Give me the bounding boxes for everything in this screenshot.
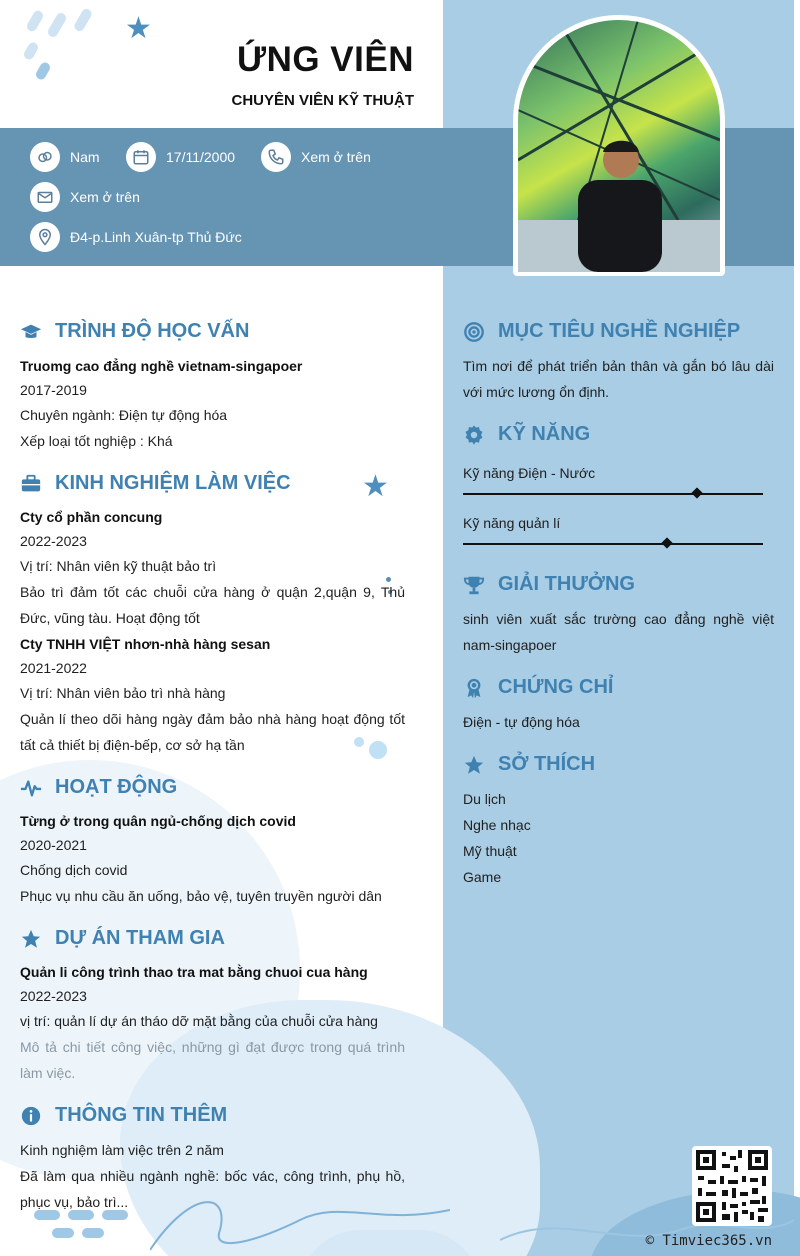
projects-heading-label: DỰ ÁN THAM GIA [55, 927, 225, 949]
decor-stroke [52, 1228, 74, 1238]
objective-text: Tìm nơi để phát triển bản thân và gắn bó lâu dài với mức lương ổn định. [463, 358, 774, 400]
job-company: Cty cổ phần concung [20, 509, 163, 525]
job-position: Vị trí: Nhân viên bảo trì nhà hàng [20, 685, 226, 701]
contact-gender [30, 142, 100, 172]
awards-heading-label: GIẢI THƯỞNG [498, 573, 635, 595]
skill-bar [463, 493, 763, 495]
decor-stroke [22, 41, 40, 62]
address-value: Đ4-p.Linh Xuân-tp Thủ Đức [70, 229, 242, 245]
hobby-item: Mỹ thuật [463, 843, 517, 859]
decor-stroke [25, 9, 45, 33]
decor-stroke [82, 1228, 104, 1238]
page-edge [794, 0, 800, 1256]
mail-icon [30, 182, 60, 212]
additional-line: Kinh nghiệm làm việc trên 2 năm [20, 1142, 224, 1158]
project-description-placeholder: Mô tả chi tiết công việc, những gì đạt được trong quá trình làm việc. [20, 1039, 405, 1081]
hobby-item: Game [463, 869, 502, 885]
job-description: Quản lí theo dõi hàng ngày đảm bảo nhà hàng hoạt động tốt tất cả thiết bị điện-bếp, cơ sở hạ tần [20, 711, 405, 753]
contact-birthday [126, 142, 235, 172]
experience-heading-label: KINH NGHIỆM LÀM VIỆC [55, 472, 291, 494]
contact-email [30, 182, 140, 212]
education-heading-label: TRÌNH ĐỘ HỌC VẤN [55, 320, 250, 342]
calendar-icon [126, 142, 156, 172]
info-icon [20, 1105, 42, 1127]
star-decor-icon: ★ [362, 470, 389, 503]
contact-address [30, 222, 242, 252]
job-description: Bảo trì đảm tốt các chuỗi cửa hàng ở quận 2,quận 9, Thủ Đức, vũng tàu. Hoạt động tốt [20, 584, 405, 626]
education-period: 2017-2019 [20, 382, 87, 398]
decor-stroke [46, 11, 68, 39]
activity-role: Chống dịch covid [20, 862, 128, 878]
footer-brand: © Timviec365.vn [645, 1233, 772, 1249]
target-icon [463, 321, 485, 343]
candidate-photo [518, 20, 720, 272]
graduation-cap-icon [20, 321, 42, 343]
project-period: 2022-2023 [20, 988, 87, 1004]
phone-value: Xem ở trên [301, 149, 371, 165]
pulse-icon [20, 777, 42, 799]
hobby-item: Nghe nhạc [463, 817, 531, 833]
education-school: Truomg cao đẳng nghề vietnam-singapoer [20, 358, 303, 374]
activity-name: Từng ở trong quân ngủ-chống dịch covid [20, 813, 296, 829]
star-icon [20, 928, 42, 950]
activities-heading [20, 776, 177, 799]
additional-heading [20, 1104, 227, 1127]
star-decor-icon: ★ [125, 12, 152, 45]
decor-stroke [73, 7, 94, 33]
candidate-title: CHUYÊN VIÊN KỸ THUẬT [231, 92, 414, 109]
objective-heading [463, 320, 740, 343]
trophy-icon [463, 574, 485, 596]
skills-heading [463, 423, 590, 446]
gender-value: Nam [70, 149, 100, 165]
activity-period: 2020-2021 [20, 837, 87, 853]
awards-text: sinh viên xuất sắc trường cao đẳng nghề việt nam-singapoer [463, 611, 774, 653]
location-pin-icon [30, 222, 60, 252]
gender-icon [30, 142, 60, 172]
awards-heading [463, 573, 635, 596]
hobby-item: Du lịch [463, 791, 506, 807]
candidate-name: ỨNG VIÊN [237, 40, 414, 79]
education-grade: Xếp loại tốt nghiệp : Khá [20, 433, 173, 449]
additional-heading-label: THÔNG TIN THÊM [55, 1104, 228, 1126]
experience-heading [20, 472, 291, 495]
job-company: Cty TNHH VIỆT nhơn-nhà hàng sesan [20, 636, 271, 652]
qr-code [692, 1146, 772, 1226]
certificates-heading-label: CHỨNG CHỈ [498, 676, 614, 698]
skill-name: Kỹ năng quản lí [463, 515, 561, 531]
briefcase-icon [20, 473, 42, 495]
birthday-value: 17/11/2000 [166, 149, 236, 165]
hobbies-heading-label: SỞ THÍCH [498, 753, 596, 775]
contact-phone [261, 142, 371, 172]
education-heading [20, 320, 249, 343]
project-name: Quản li công trình thao tra mat bằng chuoi cua hàng [20, 964, 368, 980]
skill-name: Kỹ năng Điện - Nước [463, 465, 596, 481]
activities-heading-label: HOẠT ĐỘNG [55, 776, 178, 798]
certificate-badge-icon [463, 677, 485, 699]
certificates-heading [463, 676, 613, 699]
gear-icon [463, 424, 485, 446]
project-role: vị trí: quản lí dự án tháo dỡ mặt bằng của chuỗi cửa hàng [20, 1013, 378, 1029]
objective-heading-label: MỤC TIÊU NGHỀ NGHIỆP [498, 320, 741, 342]
activity-description: Phục vụ nhu cầu ăn uống, bảo vệ, tuyên truyền người dân [20, 888, 382, 904]
education-major: Chuyên ngành: Điện tự động hóa [20, 407, 228, 423]
hobbies-heading [463, 753, 595, 776]
job-position: Vị trí: Nhân viên kỹ thuật bảo trì [20, 558, 217, 574]
decor-stroke [34, 61, 52, 82]
job-period: 2022-2023 [20, 533, 87, 549]
projects-heading [20, 927, 225, 950]
additional-line: Đã làm qua nhiều ngành nghề: bốc vác, công trình, phụ hồ, phục vụ, bảo trì... [20, 1168, 405, 1210]
email-value: Xem ở trên [70, 189, 140, 205]
job-period: 2021-2022 [20, 660, 87, 676]
certificate-item: Điện - tự động hóa [463, 714, 580, 730]
skills-heading-label: KỸ NĂNG [498, 423, 591, 445]
star-icon [463, 754, 485, 776]
skill-bar [463, 543, 763, 545]
phone-icon [261, 142, 291, 172]
